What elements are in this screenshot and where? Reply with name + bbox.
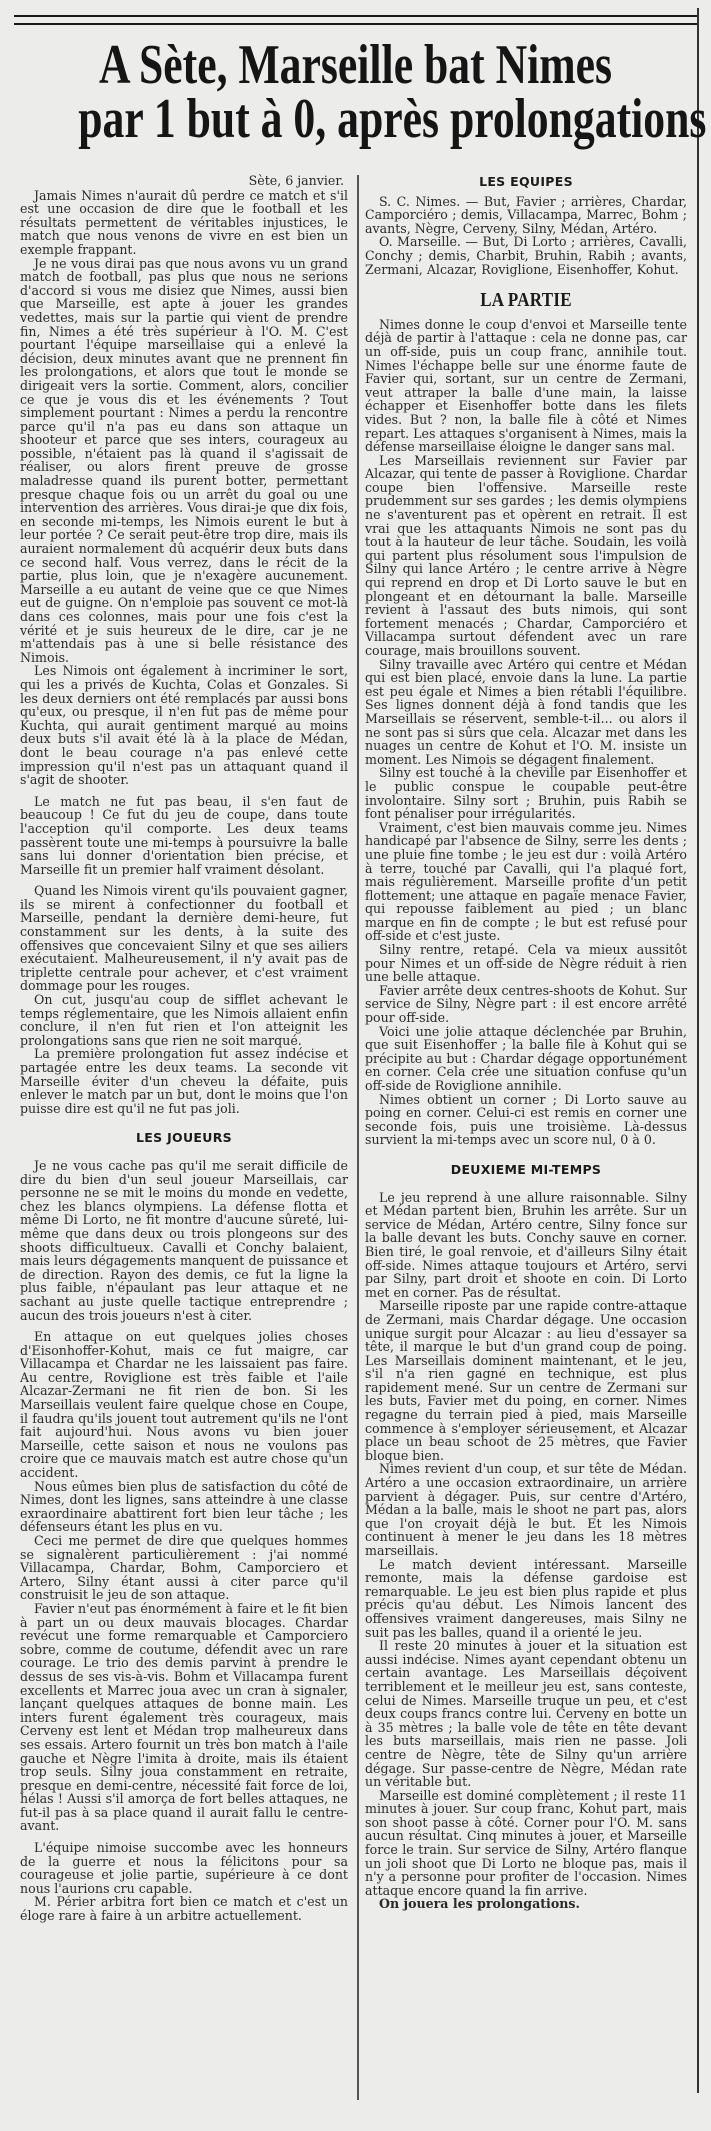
- intro-section: [20, 189, 348, 1116]
- headline-line-1: A Sète, Marseille bat Nimes: [98, 34, 613, 96]
- paragraph: Nous eûmes bien plus de satisfaction du côté de Nimes, dont les lignes, sans atteindre à une classe exraordinaire abattirent fort bien leur tâche ; les défenseurs étant les plus en vu.: [20, 1478, 348, 1535]
- section-heading-match: LA PARTIE: [480, 289, 572, 312]
- teams-section: [365, 195, 687, 277]
- paragraph: Silny est touché à la cheville par Eisenhoffer et le public conspue le coupable peut-être involontaire. Silny sort ; Bruhin, puis Rabih se font pénaliser pour irrégularités.: [365, 765, 687, 822]
- players-section: [20, 1159, 348, 1923]
- paragraph: Les Nimois ont également à incriminer le sort, qui les a privés de Kuchta, Colas et Gonzales. Si les deux derniers ont été remplacés par aussi bons qu'eux, ou presque, il n'en fut pas de même pour Kuchta, qui aurait gentiment marqué au moins deux buts s'il avait été là à la place de Médan, dont le beau courage n'a pas enlevé cette impression qu'il n'est pas un attaquant quand il s'agit de shooter.: [20, 663, 348, 788]
- paragraph: Marseille riposte par une rapide contre-attaque de Zermani, mais Chardar dégage. Une occasion unique surgit pour Alcazar : au lieu d'essayer sa tête, il marque le but d'un grand coup de poing. Les Marseillais dominent maintenant, et le jeu, s'il n'a rien gagné en technique, est plus rapidement mené. Sur un centre de Zermani sur les buts, Favier met du poing, en corner. Nimes regagne du terrain pied à pied, mais Marseille commence à s'employer sérieusement, et Alcazar place un beau schoot de 25 mètres, que Favier bloque bien.: [365, 1298, 687, 1463]
- top-rule-secondary: [14, 23, 697, 25]
- paragraph: Marseille est dominé complètement ; il reste 11 minutes à jouer. Sur coup franc, Kohut part, mais son shoot passe à côté. Corner pour l'O. M. sans aucun résultat. Cinq minutes à jouer, et Marseille force le train. Sur service de Silny, Artéro flanque un joli shoot que Di Lorto ne bloque pas, mais il n'y a personne pour profiter de l'occasion. Nimes attaque encore quand la fin arrive.: [365, 1787, 687, 1898]
- match-section: [365, 318, 687, 1147]
- headline-line-2: par 1 but à 0, après prolongations: [78, 88, 707, 150]
- paragraph: Le jeu reprend à une allure raisonnable. Silny et Médan partent bien, Bruhin les arrête. Sur un service de Médan, Artéro centre, Silny fonce sur la balle devant les buts. Conchy sauve en corner. Bien tiré, le goal renvoie, et d'ailleurs Silny était off-side. Nimes attaque toujours et Artéro, servi par Silny, part droit et shoote en coin. Di Lorto met en corner. Pas de résultat.: [365, 1189, 687, 1300]
- section-heading-players: LES JOUEURS: [136, 1130, 232, 1146]
- paragraph: Jamais Nimes n'aurait dû perdre ce match et s'il est une occasion de dire que le football et les résultats permettent de véritables injustices, le match que nous venons de vivre en est bien un exemple frappant.: [20, 187, 348, 257]
- paragraph: Le match devient intéressant. Marseille remonte, mais la défense gardoise est remarquable. Le jeu est bien plus rapide et plus précis qu'au début. Les Nimois lancent des offensives vraiment dangereuses, mais Silny ne suit pas les balles, quand il a orienté le jeu.: [365, 1556, 687, 1640]
- paragraph: S. C. Nimes. — But, Favier ; arrières, Chardar, Camporciéro ; demis, Villacampa, Marrec, Bohm ; avants, Nègre, Cerveny, Silny, Médan, Artéro.: [365, 193, 687, 236]
- paragraph: Les Marseillais reviennent sur Favier par Alcazar, qui tente de passer à Roviglione. Chardar coupe bien l'offensive. Marseille reste prudemment sur ses gardes ; les demis olympiens ne s'aventurent pas et opèrent en retrait. Il est vrai que les attaquants Nimois ne sont pas du tout à la hauteur de leur tâche. Soudain, les voilà qui partent plus résolument sous l'impulsion de Silny qui lance Artéro ; le centre arrive à Nègre qui reprend en drop et Di Lorto sauve le but en plongeant et en détournant la balle. Marseille revient à l'assaut des buts nimois, qui sont fortement menacés ; Chardar, Camporciéro et Villacampa surtout défendent avec un rare courage, mais brouillons souvent.: [365, 452, 687, 658]
- dateline: Sète, 6 janvier.: [248, 173, 344, 188]
- paragraph: Silny rentre, retapé. Cela va mieux aussitôt pour Nimes et un off-side de Nègre réduit à rien une belle attaque.: [365, 942, 687, 985]
- paragraph: Il reste 20 minutes à jouer et la situation est aussi indécise. Nimes ayant cependant obtenu un certain avantage. Les Marseillais déçoivent terriblement et le meilleur jeu est, sans conteste, celui de Nimes. Marseille truque un peu, et c'est deux coups francs contre lui. Cerveny en botte un à 35 mètres ; la balle vole de tête en tête devant les buts marseillais, mais rien ne passe. Joli centre de Nègre, tête de Silny qu'un arrière dégage. Sur passe-centre de Nègre, Médan rate un véritable but.: [365, 1638, 687, 1790]
- paragraph: Favier n'eut pas énormément à faire et le fit bien à part un ou deux mauvais blocages. Chardar revécut une forme remarquable et Camporciero sobre, comme de coutume, défendit avec un rare courage. Le trio des demis parvint à prendre le dessus de ses vis-à-vis. Bohm et Villacampa furent excellents et Marrec joua avec un cran à signaler, lançant quelques attaques de bonne main. Les inters furent également très courageux, mais Cerveny est lent et Médan trop malheureux dans ses essais. Artero fournit un très bon match à l'aile gauche et Nègre l'imita à droite, mais ils étaient trop seuls. Silny joua constamment en retraite, presque en demi-centre, nécessité fait force de loi, hélas ! Aussi s'il amorça de fort belles attaques, ne fut-il pas à sa place quand il aurait fallu le centre-avant.: [20, 1600, 348, 1834]
- second-half-section: [365, 1191, 687, 1898]
- paragraph: Le match ne fut pas beau, il s'en faut de beaucoup ! Ce fut du jeu de coupe, dans toute l'acception qu'il comporte. Les deux teams passèrent toute une mi-temps à poursuivre la balle sans lui donner d'orientation bien précise, et Marseille fit un premier half vraiment désolant.: [20, 793, 348, 877]
- paragraph: Vraiment, c'est bien mauvais comme jeu. Nimes handicapé par l'absence de Silny, serre les dents ; une pluie fine tombe ; le jeu est dur : voilà Artéro à terre, touché par Cavalli, qui l'a plaqué fort, mais régulièrement. Marseille profite d'un petit flottement; une attaque en pagaïe menace Favier, qui repousse faiblement au pied ; un blanc marque en fin de compte ; le but est refusé pour off-side et c'est juste.: [365, 819, 687, 944]
- paragraph: Quand les Nimois virent qu'ils pouvaient gagner, ils se mirent à confectionner du football et Marseille, pendant la dernière demi-heure, fut constamment sur les dents, à la suite des offensives que concevaient Silny et que ses ailiers exécutaient. Malheureusement, il n'y avait pas de triplette centrale pour achever, et c'est vraiment dommage pour les rouges.: [20, 883, 348, 994]
- right-column-rule: [697, 8, 699, 2093]
- column-divider: [357, 175, 359, 2100]
- paragraph: La première prolongation fut assez indécise et partagée entre les deux teams. La seconde vit Marseille éviter d'un cheveu la défaite, puis enlever le match par un but, dont le moins que l'on puisse dire est qu'il ne fut pas joli.: [20, 1046, 348, 1116]
- paragraph: Silny travaille avec Artéro qui centre et Médan qui est bien placé, envoie dans la lune. La partie est peu égale et Nimes a bien rétabli l'équilibre. Ses lignes donnent déjà à fond tandis que les Marseillais se réservent, semble-t-il... ou alors il ne sont pas si sûrs que cela. Alcazar met dans les nuages un centre de Kohut et l'O. M. insiste un moment. Les Nimois se dégagent finalement.: [365, 656, 687, 767]
- paragraph: On cut, jusqu'au coup de sifflet achevant le temps réglementaire, que les Nimois allaient enfin conclure, il n'en fut rien et l'on atteignit les prolongations sans que rien ne soit marqué.: [20, 992, 348, 1048]
- paragraph: Nimes revient d'un coup, et sur tête de Médan. Artéro a une occasion extraordinaire, un arrière parvient à dégager. Puis, sur centre d'Artéro, Médan a la balle, mais le shoot ne part pas, alors que l'on croyait déjà le but. Et les Nimois continuent à mener le jeu dans les 18 mètres marseillais.: [365, 1461, 687, 1558]
- paragraph: Voici une jolie attaque déclenchée par Bruhin, que suit Eisenhoffer ; la balle file à Kohut qui se précipite au but : Chardar dégage opportunément en corner. Cela crée une situation confuse qu'un off-side de Roviglione annihile.: [365, 1023, 687, 1093]
- paragraph: Nimes donne le coup d'envoi et Marseille tente déjà de partir à l'attaque : cela ne donne pas, car un off-side, puis un coup franc, annihile tout. Nimes l'échappe belle sur une énorme faute de Favier qui, sortant, sur un centre de Zermani, veut attraper la balle d'une main, la laisse échapper et Eisenhoffer botte dans les filets vides. But ? non, la balle file à côté et Nimes repart. Les attaques s'organisent à Nimes, mais la défense marseillaise éloigne le danger sans mal.: [365, 316, 687, 455]
- closing-line: On jouera les prolongations.: [379, 1896, 580, 1912]
- paragraph: L'équipe nimoise succombe avec les honneurs de la guerre et nous la félicitons pour sa courageuse et jolie partie, supérieure à ce dont nous l'aurions cru capable.: [20, 1840, 348, 1896]
- paragraph: En attaque on eut quelques jolies choses d'Eisonhoffer-Kohut, mais ce fut maigre, car Villacampa et Chardar ne les laissaient pas faire. Au centre, Roviglione est très faible et l'aile Alcazar-Zermani ne fit rien de bon. Si les Marseillais veulent faire quelque chose en Coupe, il faudra qu'ils jouent tout autrement qu'ils ne l'ont fait aujourd'hui. Nous avons vu bien jouer Marseille, cette saison et nous ne voulons pas croire que ce mauvais match est autre chose qu'un accident.: [20, 1329, 348, 1481]
- section-heading-teams: LES EQUIPES: [479, 174, 573, 189]
- paragraph: Ceci me permet de dire que quelques hommes se signalèrent particulièrement : j'ai nommé Villacampa, Chardar, Bohm, Camporciero et Artero, Silny étant aussi à citer parce qu'il construisit le jeu de son attaque.: [20, 1533, 348, 1603]
- headline: [0, 34, 711, 150]
- paragraph: Je ne vous cache pas qu'il me serait difficile de dire du bien d'un seul joueur Marseillais, car personne ne se mit le moins du monde en vedette, chez les blancs olympiens. La défense flotta et même Di Lorto, ne fit montre d'aucune sûreté, lui-même que dans deux ou trois plongeons sur des shoots difficultueux. Cavalli et Conchy balaient, mais leurs dégagements manquent de puissance et de direction. Rayon des demis, ce fut la ligne la plus faible, n'épaulant pas leur attaque et ne sachant au juste quelle tactique entreprendre ; aucun des trois joueurs n'est à citer.: [20, 1157, 348, 1323]
- paragraph: Favier arrête deux centres-shoots de Kohut. Sur service de Silny, Nègre part : il est encore arrêté pour off-side.: [365, 982, 687, 1026]
- section-heading-second-half: DEUXIEME MI-TEMPS: [450, 1161, 602, 1177]
- paragraph: Nimes obtient un corner ; Di Lorto sauve au poing en corner. Celui-ci est remis en corner une seconde fois, puis une troisième. Là-dessus survient la mi-temps avec un score nul, 0 à 0.: [365, 1091, 687, 1148]
- top-rule: [14, 15, 697, 17]
- article-column-left: [20, 174, 348, 1923]
- paragraph: M. Périer arbitra fort bien ce match et c'est un éloge rare à faire à un arbitre actuellement.: [20, 1894, 348, 1924]
- paragraph: O. Marseille. — But, Di Lorto ; arrières, Cavalli, Conchy ; demis, Charbit, Bruhin, Rabih ; avants, Zermani, Alcazar, Roviglione, Eisenhoffer, Kohut.: [365, 234, 687, 277]
- paragraph: Je ne vous dirai pas que nous avons vu un grand match de football, pas plus que nous ne serions d'accord si vous me disiez que Nimes, aussi bien que Marseille, est apte à jouer les grandes vedettes, mais sur la partie qui vient de prendre fin, Nimes a été très supérieur à l'O. M. C'est pourtant l'équipe marseillaise qui a enlevé la décision, deux minutes avant que ne prennent fin les prolongations, et alors que tout le monde se dirigeait vers la sortie. Comment, alors, concilier ce que je vous dis et les événements ? Tout simplement pourtant : Nimes a perdu la rencontre parce qu'il n'a pas eu dans son attaque un shooteur et parce que ses inters, courageux au possible, n'étaient pas là quand il s'agissait de réaliser, ou alors firent preuve de grosse maladresse quand ils purent botter, permettant presque chaque fois ou un arrêt du goal ou une intervention des arrières. Vous dirai-je que dix fois, en seconde mi-temps, les Nimois eurent le but à leur portée ? Ce serait peut-être trop dire, mais ils auraient normalement dû acquérir deux buts dans ce second half. Vous verrez, dans le récit de la partie, plus loin, que je n'exagère aucunement. Marseille a eu autant de veine que ce que Nimes eut de guigne. On n'emploie pas souvent ce mot-là dans ces colonnes, mais pour une fois c'est la vérité et je suis heureux de le dire, car je ne m'attendais pas à une si belle résistance des Nimois.: [20, 255, 349, 665]
- article-column-right: [365, 171, 687, 1911]
